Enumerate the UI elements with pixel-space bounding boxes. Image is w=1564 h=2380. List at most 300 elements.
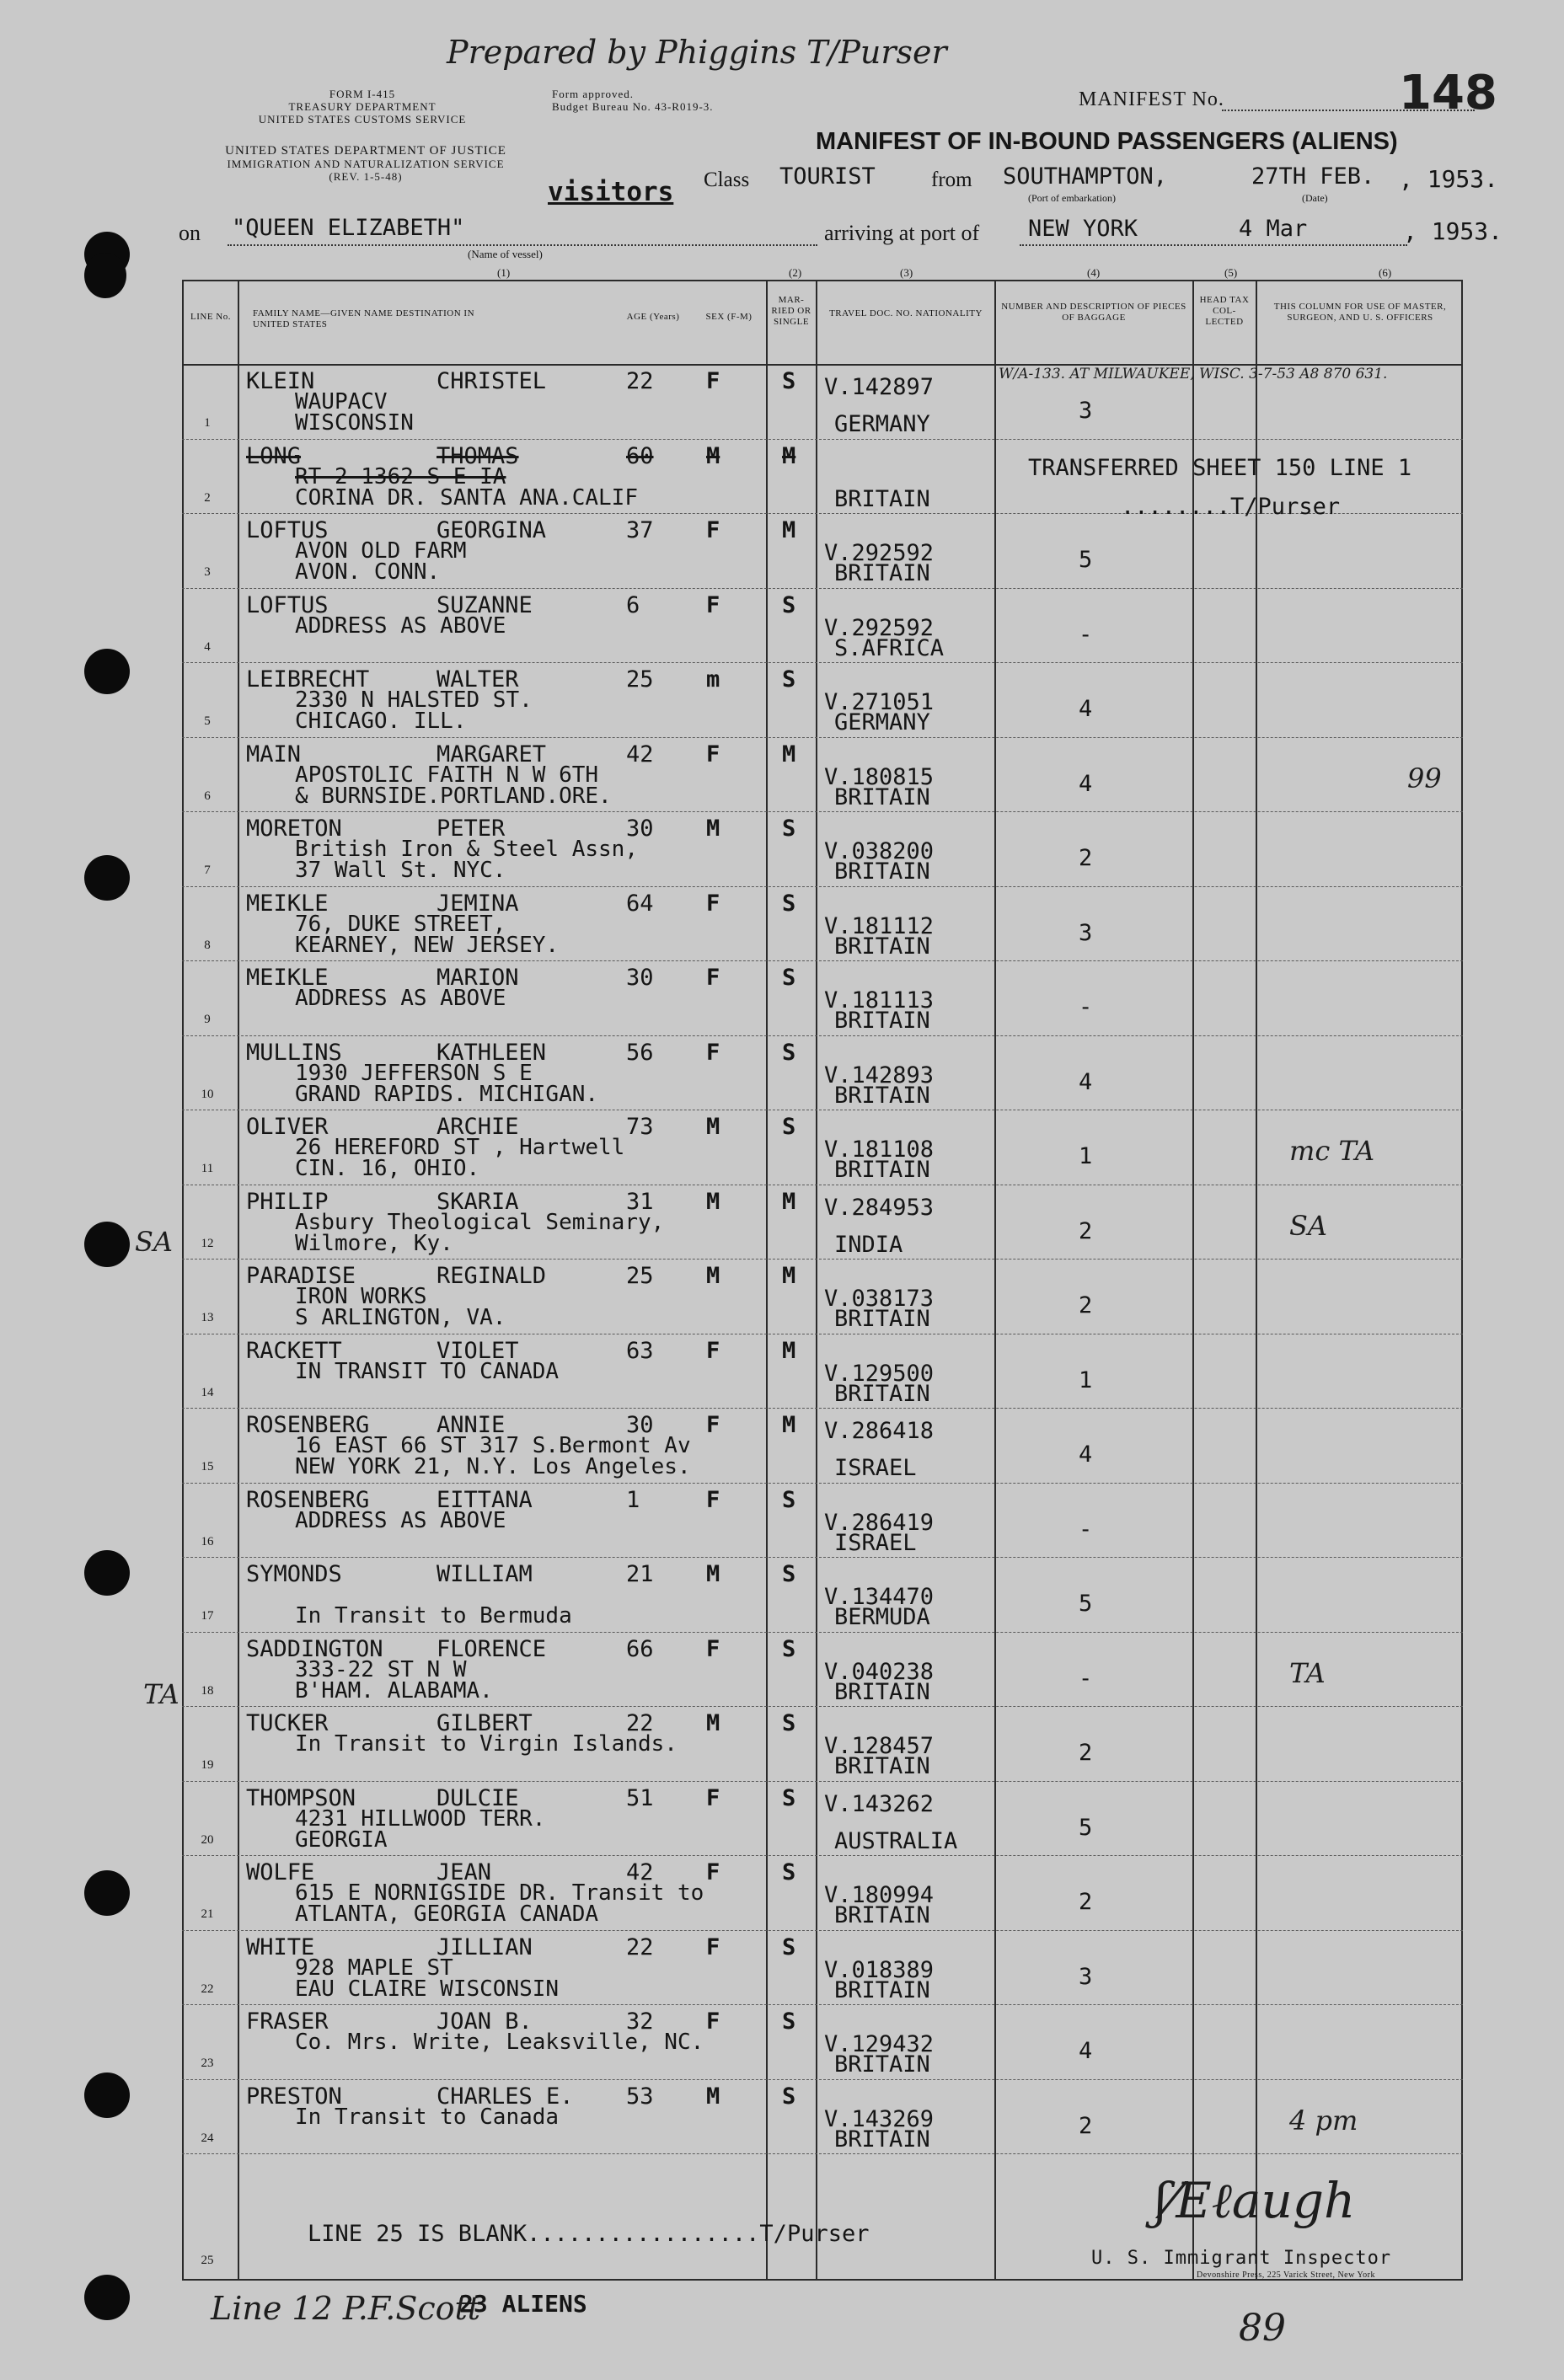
baggage: 5	[1079, 1591, 1093, 1617]
family-name: ROSENBERG	[246, 1412, 370, 1438]
destination-line-2: 37 Wall St. NYC.	[295, 858, 506, 883]
nationality: BRITAIN	[834, 1976, 930, 2003]
row-separator	[182, 886, 1463, 887]
row-separator	[182, 588, 1463, 589]
travel-doc: V.129432	[824, 2031, 935, 2057]
age: 31	[626, 1188, 654, 1215]
travel-doc: V.292592	[824, 540, 935, 566]
row-separator	[182, 1781, 1463, 1782]
family-name: RACKETT	[246, 1337, 342, 1364]
travel-doc: V.180994	[824, 1882, 935, 1908]
nationality: BRITAIN	[834, 560, 930, 586]
line-number: 5	[204, 714, 211, 728]
destination-line-1: 2330 N HALSTED ST.	[295, 687, 533, 713]
visitors-label: visitors	[548, 177, 674, 207]
nationality: BRITAIN	[834, 784, 930, 810]
destination-line-1: AVON OLD FARM	[295, 538, 467, 564]
from-value: SOUTHAMPTON,	[1003, 163, 1168, 190]
family-name: PRESTON	[246, 2083, 342, 2110]
travel-doc: V.286419	[824, 1509, 935, 1536]
age: 51	[626, 1784, 654, 1811]
line-number: 4	[204, 639, 211, 654]
marital-status: S	[782, 1039, 796, 1066]
row-separator	[182, 2004, 1463, 2005]
family-name: THOMPSON	[246, 1784, 356, 1811]
revision: (REV. 1-5-48)	[329, 170, 403, 183]
class-label: Class	[704, 168, 750, 191]
baggage: 4	[1079, 2038, 1093, 2064]
footer-aliens: 23 ALIENS	[459, 2290, 587, 2318]
destination-line-1: 16 EAST 66 ST 317 S.Bermont Av	[295, 1433, 691, 1458]
row-separator	[182, 811, 1463, 812]
nationality: BRITAIN	[834, 1082, 930, 1109]
col-header-name: FAMILY NAME—GIVEN NAME DESTINATION IN UNITED STATES	[253, 308, 475, 329]
line-number: 22	[201, 1982, 214, 1996]
sex: F	[706, 741, 720, 767]
baggage: 5	[1079, 547, 1093, 573]
year-1: , 1953.	[1399, 165, 1499, 193]
destination-line-1: ADDRESS AS ABOVE	[295, 612, 506, 639]
year-2: , 1953.	[1403, 217, 1503, 245]
destination-line-1: IN TRANSIT TO CANADA	[295, 1358, 560, 1384]
line-number: 1	[204, 416, 211, 430]
nationality: BRITAIN	[834, 858, 930, 885]
baggage: -	[1079, 1665, 1093, 1692]
baggage: -	[1079, 994, 1093, 1020]
ins: IMMIGRATION AND NATURALIZATION SERVICE	[227, 158, 505, 170]
nationality: BRITAIN	[834, 1008, 930, 1034]
sex: M	[706, 1710, 720, 1736]
age: 42	[626, 1859, 654, 1885]
age: 21	[626, 1561, 654, 1587]
treasury-dept: TREASURY DEPARTMENT	[288, 100, 437, 113]
col-header-tax: HEAD TAX COL-LECTED	[1199, 295, 1250, 327]
age: 6	[626, 591, 640, 618]
sex: F	[706, 1859, 720, 1885]
line-number: 24	[201, 2131, 214, 2145]
destination-line-1: 615 E NORNIGSIDE DR. Transit to	[295, 1880, 704, 1906]
age: 53	[626, 2083, 654, 2110]
officer-note: 4 pm	[1289, 2104, 1358, 2137]
age: 63	[626, 1337, 654, 1364]
age: 73	[626, 1114, 654, 1140]
footer-handwritten: Line 12 P.F.Scott	[211, 2290, 481, 2327]
baggage: 1	[1079, 1366, 1093, 1393]
marital-status: S	[782, 1561, 796, 1587]
destination-line-2: EAU CLAIRE WISCONSIN	[295, 1976, 560, 2002]
row-separator	[182, 662, 1463, 663]
officer-note: TA	[1289, 1656, 1326, 1689]
line-number: 14	[201, 1385, 214, 1399]
given-name: JOAN B.	[437, 2008, 533, 2035]
given-name: GEORGINA	[437, 517, 547, 543]
budget-bureau: Budget Bureau No. 43-R019-3.	[552, 100, 714, 113]
margin-mark-ta: TA	[143, 1678, 179, 1710]
marital-status: S	[782, 1859, 796, 1885]
given-name: CHRISTEL	[437, 368, 547, 394]
row-separator	[182, 1483, 1463, 1484]
row-separator	[182, 2079, 1463, 2080]
line-number: 18	[201, 1683, 214, 1698]
sex: F	[706, 890, 720, 917]
family-name: MEIKLE	[246, 890, 329, 917]
baggage: 2	[1079, 1217, 1093, 1244]
printer-note: Devonshire Press, 225 Varick Street, New York	[1197, 2270, 1376, 2280]
marital-status: M	[782, 1412, 796, 1438]
arriving-line	[1020, 244, 1407, 246]
nationality: ISRAEL	[834, 1455, 917, 1481]
destination-line-2: GRAND RAPIDS. MICHIGAN.	[295, 1081, 599, 1107]
age: 22	[626, 1710, 654, 1736]
arriving-label: arriving at port of	[824, 221, 980, 245]
age: 60	[626, 442, 654, 469]
age: 42	[626, 741, 654, 767]
line-number: 10	[201, 1087, 214, 1101]
sex: M	[706, 1263, 720, 1289]
destination-line-1: ADDRESS AS ABOVE	[295, 986, 506, 1011]
sex: M	[706, 1114, 720, 1140]
line-number: 2	[204, 490, 211, 505]
destination-line-2: Wilmore, Ky.	[295, 1230, 453, 1256]
sex: F	[706, 965, 720, 991]
line-number: 25	[201, 2254, 214, 2267]
destination-line-2: CIN. 16, OHIO.	[295, 1156, 480, 1181]
arriving-date: 4 Mar	[1239, 216, 1308, 242]
family-name: PHILIP	[246, 1188, 329, 1215]
age: 25	[626, 666, 654, 693]
age: 1	[626, 1486, 640, 1513]
marital-status: M	[782, 1337, 796, 1364]
inspector-label: U. S. Immigrant Inspector	[1091, 2248, 1392, 2269]
destination-line-2: In Transit to Bermuda	[295, 1603, 572, 1629]
destination-line-1: 928 MAPLE ST	[295, 1955, 453, 1981]
age: 22	[626, 368, 654, 394]
manifest-number: 148	[1399, 66, 1497, 120]
baggage: 2	[1079, 845, 1093, 871]
age: 64	[626, 890, 654, 917]
destination-line-1: British Iron & Steel Assn,	[295, 837, 638, 862]
on-label: on	[179, 221, 201, 245]
vessel-name: "QUEEN ELIZABETH"	[232, 215, 465, 241]
destination-line-2: KEARNEY, NEW JERSEY.	[295, 932, 560, 958]
family-name: SYMONDS	[246, 1561, 342, 1587]
customs-service: UNITED STATES CUSTOMS SERVICE	[258, 113, 467, 126]
officer-note: 99	[1407, 762, 1442, 794]
vessel-line	[228, 244, 817, 246]
destination-line-2: WISCONSIN	[295, 410, 414, 436]
given-name: WILLIAM	[437, 1561, 533, 1587]
given-name: PETER	[437, 816, 506, 842]
baggage: 1	[1079, 1143, 1093, 1169]
travel-doc: V.181108	[824, 1137, 935, 1163]
line-number: 9	[204, 1013, 211, 1026]
punch-hole	[84, 1550, 130, 1596]
destination-line-1: ADDRESS AS ABOVE	[295, 1507, 506, 1533]
line-number: 8	[204, 938, 211, 952]
line-number: 3	[204, 565, 211, 579]
nationality: BRITAIN	[834, 485, 930, 512]
row-separator	[182, 439, 1463, 440]
row-separator	[182, 1557, 1463, 1558]
destination-line-2: S ARLINGTON, VA.	[295, 1305, 506, 1330]
baggage: 2	[1079, 2112, 1093, 2139]
travel-doc: V.128457	[824, 1733, 935, 1759]
age: 22	[626, 1933, 654, 1960]
baggage: 2	[1079, 1889, 1093, 1915]
line-number: 15	[201, 1460, 214, 1473]
marital-status: M	[782, 1188, 796, 1215]
col-num-1: (1)	[497, 266, 511, 279]
sex: F	[706, 1933, 720, 1960]
marital-status: S	[782, 890, 796, 917]
marital-status: S	[782, 591, 796, 618]
col-num-2: (2)	[789, 266, 802, 279]
destination-line-1: RT 2 1362 S E IA	[295, 463, 506, 489]
nationality: BRITAIN	[834, 1902, 930, 1928]
family-name: WHITE	[246, 1933, 315, 1960]
baggage: 3	[1079, 919, 1093, 946]
marital-status: M	[782, 517, 796, 543]
line-25-note: LINE 25 IS BLANK.................T/Purser	[308, 2221, 870, 2247]
sex: m	[706, 666, 720, 693]
sex: F	[706, 1486, 720, 1513]
vessel-caption: (Name of vessel)	[468, 248, 543, 260]
travel-doc: V.018389	[824, 1956, 935, 1983]
date-caption: (Date)	[1302, 192, 1328, 204]
date-value: 27TH FEB.	[1251, 163, 1375, 190]
manifest-title: MANIFEST OF IN-BOUND PASSENGERS (ALIENS)	[816, 128, 1398, 155]
row-separator	[182, 737, 1463, 738]
nationality: GERMANY	[834, 411, 930, 437]
destination-line-1: 26 HEREFORD ST , Hartwell	[295, 1135, 625, 1160]
destination-line-1: 333-22 ST N W	[295, 1656, 467, 1682]
manifest-label: MANIFEST No.	[1079, 88, 1224, 110]
punch-hole	[84, 649, 130, 694]
given-name: ANNIE	[437, 1412, 506, 1438]
sex: M	[706, 2083, 720, 2110]
marital-status: S	[782, 1933, 796, 1960]
given-name: EITTANA	[437, 1486, 533, 1513]
col-header-line: LINE No.	[190, 312, 231, 322]
line-number: 20	[201, 1832, 214, 1847]
row-separator	[182, 1706, 1463, 1707]
travel-doc: V.038200	[824, 838, 935, 864]
travel-doc: V.038173	[824, 1286, 935, 1312]
col-num-5: (5)	[1224, 266, 1238, 279]
nationality: BRITAIN	[834, 2051, 930, 2078]
family-name: ROSENBERG	[246, 1486, 370, 1513]
form-approved: Form approved.	[552, 88, 635, 100]
footer-page: 89	[1239, 2307, 1286, 2350]
sex: F	[706, 1039, 720, 1066]
handwritten-preparer: Prepared by Phiggins T/Purser	[447, 34, 947, 71]
destination-line-1: Asbury Theological Seminary,	[295, 1209, 665, 1235]
baggage: 2	[1079, 1740, 1093, 1766]
family-name: FRASER	[246, 2008, 329, 2035]
line-number: 13	[201, 1311, 214, 1324]
nationality: INDIA	[834, 1231, 903, 1258]
baggage: 3	[1079, 1963, 1093, 1990]
family-name: TUCKER	[246, 1710, 329, 1736]
col-header-sex: SEX (F-M)	[705, 312, 753, 322]
baggage: 4	[1079, 1441, 1093, 1468]
punch-hole	[84, 1222, 130, 1267]
given-name: CHARLES E.	[437, 2083, 574, 2110]
given-name: JEMINA	[437, 890, 519, 917]
marital-status: S	[782, 2008, 796, 2035]
col-num-4: (4)	[1087, 266, 1101, 279]
family-name: MAIN	[246, 741, 302, 767]
family-name: LOFTUS	[246, 591, 329, 618]
baggage: 3	[1079, 398, 1093, 424]
travel-doc: V.040238	[824, 1658, 935, 1685]
travel-doc: V.181113	[824, 987, 935, 1014]
line-number: 7	[204, 864, 211, 877]
marital-status: S	[782, 816, 796, 842]
approval-block	[552, 88, 714, 113]
travel-doc: V.181112	[824, 912, 935, 939]
family-name: MULLINS	[246, 1039, 342, 1066]
baggage: 5	[1079, 1814, 1093, 1841]
form-block	[219, 88, 506, 126]
marital-status: M	[782, 442, 796, 469]
line-number: 17	[201, 1609, 214, 1623]
travel-doc: V.142897	[824, 374, 935, 400]
justice-block	[180, 145, 551, 183]
marital-status: S	[782, 1114, 796, 1140]
marital-status: S	[782, 1710, 796, 1736]
row-separator	[182, 2153, 1463, 2154]
nationality: BRITAIN	[834, 2126, 930, 2153]
nationality: BRITAIN	[834, 933, 930, 960]
destination-line-1: IRON WORKS	[295, 1284, 427, 1309]
row-separator	[182, 1408, 1463, 1409]
inspector-signature: ʃ⁄Eℓaugh	[1154, 2172, 1356, 2229]
given-name: FLORENCE	[437, 1635, 547, 1662]
marital-status: S	[782, 1784, 796, 1811]
baggage: -	[1079, 621, 1093, 648]
destination-line-2: ATLANTA, GEORGIA CANADA	[295, 1901, 599, 1927]
travel-doc: V.292592	[824, 614, 935, 641]
nationality: GERMANY	[834, 709, 930, 735]
punch-hole	[84, 253, 126, 298]
age: 56	[626, 1039, 654, 1066]
destination-line-1: 1930 JEFFERSON S E	[295, 1060, 533, 1086]
row-separator	[182, 1855, 1463, 1856]
given-name: JEAN	[437, 1859, 492, 1885]
age: 66	[626, 1635, 654, 1662]
travel-doc: V.143262	[824, 1790, 935, 1817]
family-name: LOFTUS	[246, 517, 329, 543]
line-number: 21	[201, 1907, 214, 1921]
given-name: DULCIE	[437, 1784, 519, 1811]
col-header-travel: TRAVEL DOC. NO. NATIONALITY	[829, 308, 983, 318]
col-header-baggage: NUMBER AND DESCRIPTION OF PIECES OF BAGGAGE	[1001, 302, 1186, 323]
officer-note: W/A-133. AT MILWAUKEE, WISC. 3-7-53 A8 870 631.	[999, 366, 1388, 382]
age: 30	[626, 1412, 654, 1438]
baggage: 4	[1079, 770, 1093, 797]
port-caption: (Port of embarkation)	[1028, 192, 1116, 204]
marital-status: S	[782, 1486, 796, 1513]
punch-hole	[84, 2072, 130, 2118]
given-name: KATHLEEN	[437, 1039, 547, 1066]
family-name: LONG	[246, 442, 302, 469]
family-name: SADDINGTON	[246, 1635, 383, 1662]
destination-line-1: APOSTOLIC FAITH N W 6TH	[295, 762, 599, 788]
nationality: ISRAEL	[834, 1529, 917, 1556]
family-name: OLIVER	[246, 1114, 329, 1140]
baggage: 4	[1079, 1068, 1093, 1095]
officer-note: mc TA	[1289, 1135, 1375, 1167]
age: 25	[626, 1263, 654, 1289]
sex: M	[706, 442, 720, 469]
class-value: TOURIST	[779, 163, 876, 190]
sex: F	[706, 1784, 720, 1811]
nationality: S.AFRICA	[834, 634, 945, 661]
sex: F	[706, 1412, 720, 1438]
given-name: SUZANNE	[437, 591, 533, 618]
given-name: VIOLET	[437, 1337, 519, 1364]
sex: M	[706, 1188, 720, 1215]
marital-status: S	[782, 368, 796, 394]
family-name: MORETON	[246, 816, 342, 842]
line-number: 19	[201, 1758, 214, 1772]
punch-hole	[84, 2275, 130, 2320]
travel-doc: V.143269	[824, 2105, 935, 2132]
nationality: BRITAIN	[834, 1753, 930, 1779]
col-num-3: (3)	[900, 266, 913, 279]
destination-line-2: GEORGIA	[295, 1826, 388, 1853]
row-separator	[182, 960, 1463, 961]
punch-hole	[84, 855, 130, 901]
col-num-6: (6)	[1379, 266, 1392, 279]
form-number: FORM I-415	[329, 88, 396, 100]
arriving-port: NEW YORK	[1028, 216, 1138, 242]
family-name: PARADISE	[246, 1263, 356, 1289]
line-number: 6	[204, 789, 211, 803]
family-name: KLEIN	[246, 368, 315, 394]
line-number: 12	[201, 1236, 214, 1250]
from-label: from	[931, 168, 972, 191]
margin-mark-sa: SA	[135, 1226, 174, 1258]
destination-line-2: CORINA DR. SANTA ANA.CALIF	[295, 484, 638, 511]
destination-line-1: In Transit to Virgin Islands.	[295, 1731, 678, 1757]
line-number: 16	[201, 1534, 214, 1548]
age: 30	[626, 816, 654, 842]
line-number: 11	[201, 1162, 214, 1175]
marital-status: M	[782, 1263, 796, 1289]
marital-status: M	[782, 741, 796, 767]
travel-doc: V.142893	[824, 1062, 935, 1088]
age: 30	[626, 965, 654, 991]
nationality: BRITAIN	[834, 1380, 930, 1407]
col-header-age: AGE (Years)	[626, 312, 680, 322]
officer-note: SA	[1289, 1209, 1328, 1242]
sex: F	[706, 517, 720, 543]
marital-status: S	[782, 2083, 796, 2110]
travel-doc: V.286418	[824, 1418, 935, 1444]
given-name: JILLIAN	[437, 1933, 533, 1960]
sex: F	[706, 1337, 720, 1364]
family-name: WOLFE	[246, 1859, 315, 1885]
justice-dept: UNITED STATES DEPARTMENT OF JUSTICE	[225, 144, 506, 158]
given-name: GILBERT	[437, 1710, 533, 1736]
marital-status: S	[782, 1635, 796, 1662]
destination-line-2: CHICAGO. ILL.	[295, 709, 467, 734]
travel-doc: V.134470	[824, 1584, 935, 1610]
row-separator	[182, 1259, 1463, 1260]
destination-line-1: 4231 HILLWOOD TERR.	[295, 1805, 546, 1832]
